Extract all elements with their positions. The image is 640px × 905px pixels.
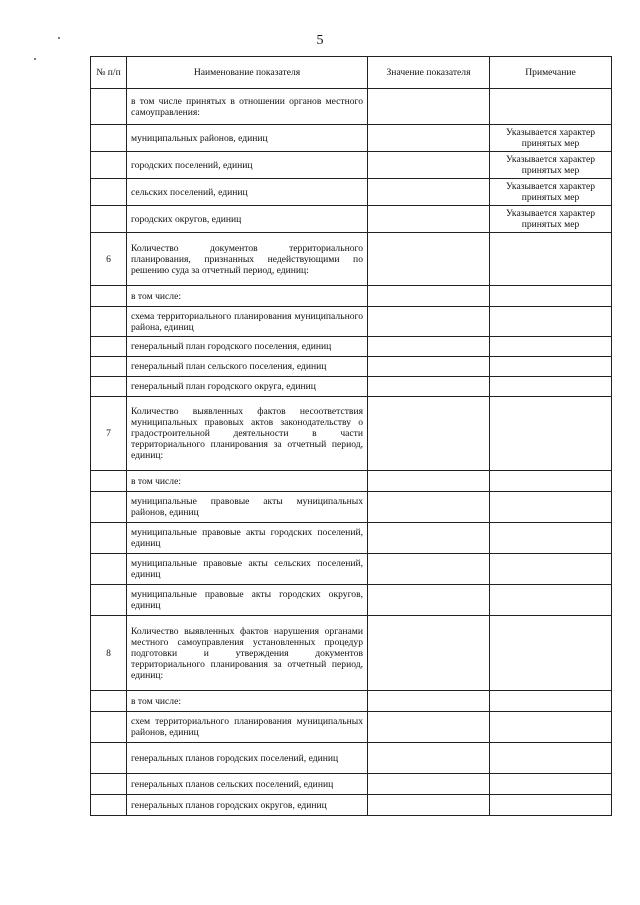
table-row: [91, 492, 612, 523]
indicator-name-cell: муниципальные правовые акты муниципальных районов, единиц: [127, 492, 368, 523]
table-row: [91, 152, 612, 179]
indicator-value-cell: [368, 337, 490, 357]
header-value: Значение показателя: [368, 57, 490, 89]
row-number-cell: [91, 774, 127, 795]
table-row: [91, 233, 612, 286]
indicator-name-cell: генеральных планов городских округов, единиц: [127, 795, 368, 816]
table-row: [91, 206, 612, 233]
row-number-cell: [91, 523, 127, 554]
table-row: [91, 774, 612, 795]
table-row: [91, 471, 612, 492]
indicator-value-cell: [368, 286, 490, 307]
indicator-value-cell: [368, 795, 490, 816]
table-row: [91, 691, 612, 712]
note-cell: [490, 286, 612, 307]
table-row: [91, 337, 612, 357]
indicator-value-cell: [368, 233, 490, 286]
indicator-name-cell: городских округов, единиц: [127, 206, 368, 233]
indicator-value-cell: [368, 397, 490, 471]
note-cell: [490, 397, 612, 471]
indicator-value-cell: [368, 712, 490, 743]
indicator-value-cell: [368, 179, 490, 206]
indicator-name-cell: Количество документов территориального планирования, признанных недействующими по решению суда за отчетный период, единиц:: [127, 233, 368, 286]
scan-speck: [34, 58, 36, 60]
note-cell: Указывается характер принятых мер: [490, 152, 612, 179]
table-row: [91, 523, 612, 554]
note-cell: [490, 523, 612, 554]
indicator-value-cell: [368, 471, 490, 492]
note-cell: [490, 743, 612, 774]
row-number-cell: [91, 125, 127, 152]
indicator-name-cell: генеральный план сельского поселения, единиц: [127, 357, 368, 377]
indicator-name-cell: генеральных планов городских поселений, единиц: [127, 743, 368, 774]
indicator-name-cell: схема территориального планирования муниципального района, единиц: [127, 307, 368, 337]
indicator-name-cell: Количество выявленных фактов несоответствия муниципальных правовых актов законодательству о градостроительной деятельности в части территориального планирования за отчетный период, единиц:: [127, 397, 368, 471]
indicator-value-cell: [368, 357, 490, 377]
header-num: № п/п: [91, 57, 127, 89]
indicator-name-cell: генеральных планов сельских поселений, единиц: [127, 774, 368, 795]
scan-speck: [58, 37, 60, 39]
row-number-cell: [91, 179, 127, 206]
table-row: [91, 307, 612, 337]
table-body: [91, 89, 612, 816]
indicator-value-cell: [368, 307, 490, 337]
table-row: [91, 743, 612, 774]
indicator-name-cell: муниципальных районов, единиц: [127, 125, 368, 152]
row-number-cell: [91, 286, 127, 307]
note-cell: Указывается характер принятых мер: [490, 125, 612, 152]
table-row: [91, 397, 612, 471]
note-cell: [490, 795, 612, 816]
note-cell: Указывается характер принятых мер: [490, 206, 612, 233]
indicator-name-cell: в том числе:: [127, 286, 368, 307]
header-name: Наименование показателя: [127, 57, 368, 89]
indicator-name-cell: в том числе:: [127, 691, 368, 712]
indicator-name-cell: городских поселений, единиц: [127, 152, 368, 179]
indicator-value-cell: [368, 691, 490, 712]
row-number-cell: [91, 471, 127, 492]
row-number-cell: 6: [91, 233, 127, 286]
note-cell: [490, 89, 612, 125]
note-cell: [490, 616, 612, 691]
indicator-name-cell: Количество выявленных фактов нарушения органами местного самоуправления установленных процедур подготовки и утверждения документов территориального планирования за отчетный период, единиц:: [127, 616, 368, 691]
table-row: [91, 89, 612, 125]
indicator-value-cell: [368, 523, 490, 554]
row-number-cell: 7: [91, 397, 127, 471]
indicator-value-cell: [368, 743, 490, 774]
note-cell: [490, 357, 612, 377]
row-number-cell: [91, 89, 127, 125]
row-number-cell: [91, 357, 127, 377]
row-number-cell: [91, 743, 127, 774]
row-number-cell: [91, 492, 127, 523]
indicator-value-cell: [368, 774, 490, 795]
note-cell: [490, 712, 612, 743]
indicator-value-cell: [368, 89, 490, 125]
row-number-cell: 8: [91, 616, 127, 691]
table-row: [91, 357, 612, 377]
note-cell: [490, 554, 612, 585]
table-row: [91, 795, 612, 816]
indicator-name-cell: муниципальные правовые акты городских поселений, единиц: [127, 523, 368, 554]
indicator-name-cell: генеральный план городского округа, единиц: [127, 377, 368, 397]
indicator-value-cell: [368, 125, 490, 152]
indicator-name-cell: схем территориального планирования муниципальных районов, единиц: [127, 712, 368, 743]
note-cell: [490, 307, 612, 337]
note-cell: [490, 691, 612, 712]
indicator-value-cell: [368, 152, 490, 179]
table-row: [91, 712, 612, 743]
row-number-cell: [91, 152, 127, 179]
table-row: [91, 377, 612, 397]
note-cell: Указывается характер принятых мер: [490, 179, 612, 206]
row-number-cell: [91, 712, 127, 743]
indicators-table: [90, 56, 612, 816]
indicator-name-cell: в том числе:: [127, 471, 368, 492]
row-number-cell: [91, 337, 127, 357]
indicator-name-cell: в том числе принятых в отношении органов местного самоуправления:: [127, 89, 368, 125]
row-number-cell: [91, 795, 127, 816]
row-number-cell: [91, 206, 127, 233]
page-number: 5: [316, 33, 324, 48]
table-row: [91, 585, 612, 616]
note-cell: [490, 471, 612, 492]
note-cell: [490, 233, 612, 286]
indicator-value-cell: [368, 492, 490, 523]
indicator-value-cell: [368, 585, 490, 616]
row-number-cell: [91, 691, 127, 712]
indicator-name-cell: сельских поселений, единиц: [127, 179, 368, 206]
table-header-row: [91, 57, 612, 89]
table-row: [91, 125, 612, 152]
indicator-value-cell: [368, 554, 490, 585]
row-number-cell: [91, 377, 127, 397]
table-row: [91, 179, 612, 206]
note-cell: [490, 774, 612, 795]
note-cell: [490, 492, 612, 523]
table-row: [91, 554, 612, 585]
note-cell: [490, 337, 612, 357]
indicator-value-cell: [368, 206, 490, 233]
note-cell: [490, 585, 612, 616]
table-row: [91, 616, 612, 691]
indicator-name-cell: муниципальные правовые акты городских округов, единиц: [127, 585, 368, 616]
note-cell: [490, 377, 612, 397]
indicator-name-cell: генеральный план городского поселения, единиц: [127, 337, 368, 357]
indicator-name-cell: муниципальные правовые акты сельских поселений, единиц: [127, 554, 368, 585]
table-row: [91, 286, 612, 307]
row-number-cell: [91, 554, 127, 585]
indicator-value-cell: [368, 616, 490, 691]
indicator-value-cell: [368, 377, 490, 397]
row-number-cell: [91, 585, 127, 616]
row-number-cell: [91, 307, 127, 337]
header-note: Примечание: [490, 57, 612, 89]
